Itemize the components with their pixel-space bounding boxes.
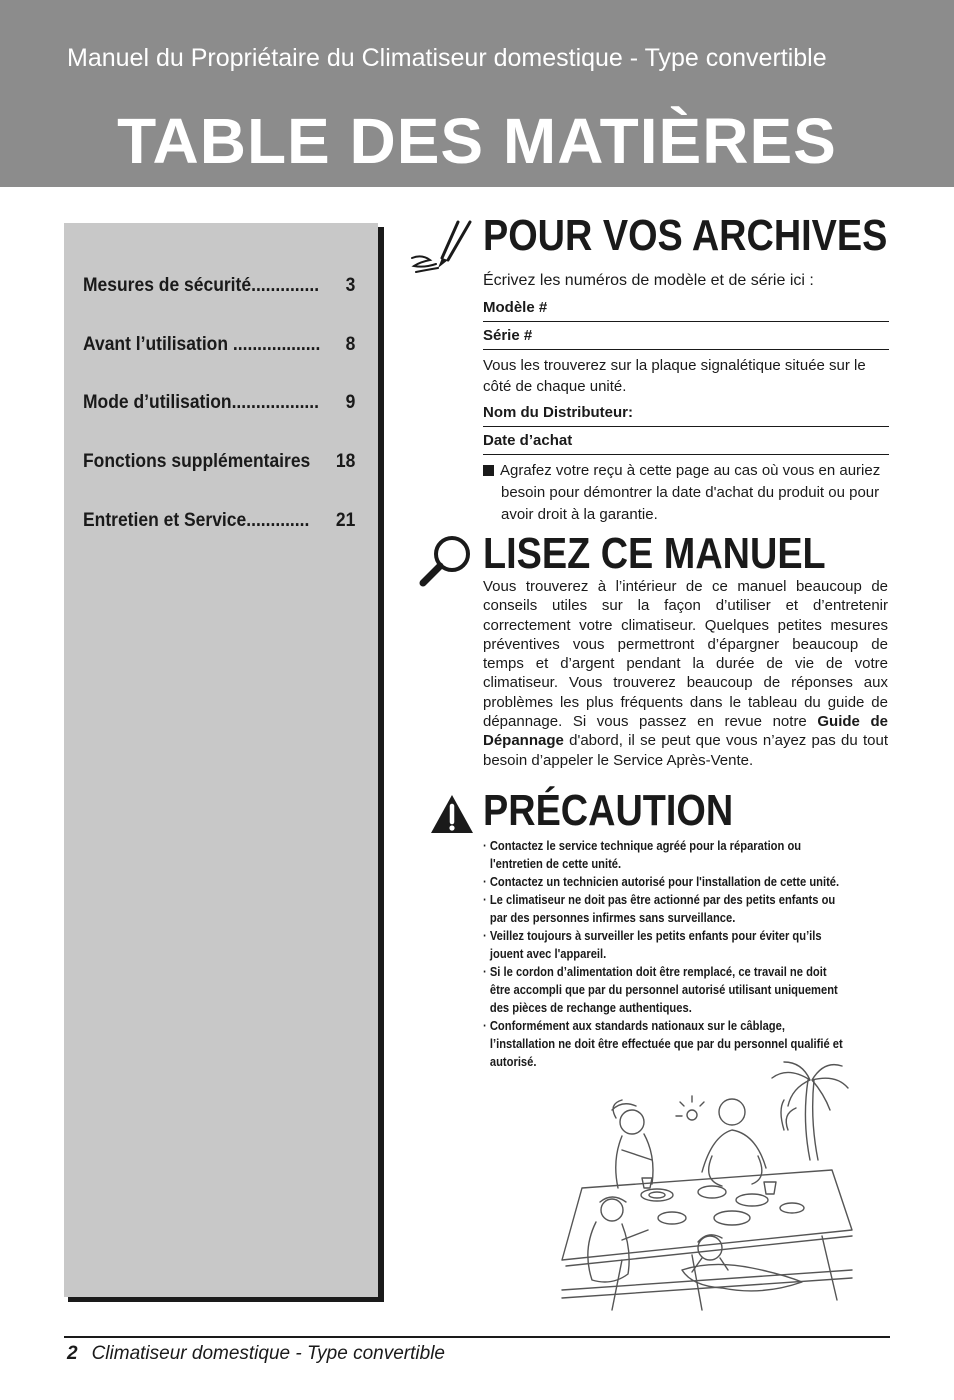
page-title: TABLE DES MATIÈRES [117, 105, 837, 177]
staple-note-text: Agrafez votre reçu à cette page au cas où vous en auriez besoin pour démontrer la date d'achat du produit ou pour avoir droit à la garantie. [500, 462, 881, 523]
precaution-list [483, 837, 844, 1071]
toc-page-number: 21 [335, 510, 356, 531]
toc-page-number: 3 [345, 275, 356, 296]
magnifier-icon [417, 533, 475, 587]
toc-item-title: Fonctions supplémentaires [83, 451, 316, 472]
precaution-text: Si le cordon d’alimentation doit être remplacé, ce travail ne doit être accompli que par du personnel autorisé utilisant uniquement des pièces de rechange authentiques. [489, 964, 838, 1015]
toc-item-operating-mode[interactable] [83, 392, 355, 414]
toc-item-maintenance[interactable] [83, 510, 355, 532]
read-manual-text-end: d'abord, il se peut que vous n’ayez pas du tout besoin d’appeler le Service Après-Vente. [483, 732, 888, 769]
read-manual-title: LISEZ CE MANUEL [483, 529, 826, 578]
toc-item-title: Avant l’utilisation [83, 334, 233, 355]
warning-triangle-icon [429, 793, 475, 835]
archives-intro: Écrivez les numéros de modèle et de série ici : [483, 272, 814, 289]
toc-leader: .................. [232, 334, 321, 355]
list-item: · Contactez le service technique agréé pour la réparation ou l'entretien de cette unité. [483, 838, 802, 871]
troubleshooting-guide-ref: Guide de Dépannage [483, 713, 888, 750]
pen-icon [408, 218, 474, 278]
precaution-text: Le climatiseur ne doit pas être actionné par des petits enfants ou par des personnes infirmes sans surveillance. [489, 892, 836, 925]
read-manual-body [483, 577, 888, 770]
archives-title: POUR VOS ARCHIVES [483, 211, 888, 260]
toc-item-title: Mode d’utilisation [83, 392, 232, 413]
precaution-text: Contactez un technicien autorisé pour l'installation de cette unité. [489, 874, 840, 889]
model-number-line[interactable] [483, 321, 889, 322]
model-number-label: Modèle # [483, 299, 548, 316]
square-bullet-icon [483, 465, 494, 476]
toc-page-number: 8 [345, 334, 356, 355]
family-picnic-illustration [552, 1060, 897, 1320]
footer-rule [64, 1336, 890, 1338]
precaution-text: Contactez le service technique agréé pour la réparation ou l'entretien de cette unité. [489, 838, 802, 871]
serial-number-line[interactable] [483, 349, 889, 350]
dealer-name-line[interactable] [483, 426, 889, 427]
toc-item-extra-functions[interactable] [83, 451, 355, 473]
toc-leader: .................. [231, 392, 320, 413]
dealer-name-label: Nom du Distributeur: [483, 404, 633, 421]
toc-item-title: Entretien et Service [83, 510, 247, 531]
manual-subtitle: Manuel du Propriétaire du Climatiseur domestique - Type convertible [67, 44, 827, 72]
page-number: 2 [67, 1343, 78, 1364]
toc-item-title: Mesures de sécurité [83, 275, 252, 296]
purchase-date-label: Date d’achat [483, 432, 573, 449]
toc-page-number: 18 [335, 451, 356, 472]
list-item: · Veillez toujours à surveiller les petits enfants pour éviter qu’ils jouent avec l'appareil. [483, 928, 822, 961]
list-item: · Si le cordon d’alimentation doit être remplacé, ce travail ne doit être accompli que par du personnel autorisé utilisant uniquement des pièces de rechange authentiques. [483, 964, 838, 1015]
list-item: · Le climatiseur ne doit pas être actionné par des petits enfants ou par des personnes infirmes sans surveillance. [483, 892, 836, 925]
list-item: · Contactez un technicien autorisé pour l'installation de cette unité. [483, 874, 840, 889]
toc-item-before-use[interactable] [83, 334, 355, 356]
toc-item-safety[interactable] [83, 275, 355, 297]
footer-text: Climatiseur domestique - Type convertible [91, 1343, 445, 1364]
page-footer [67, 1343, 445, 1365]
precaution-text: Conformément aux standards nationaux sur le câblage, l’installation ne doit être effectuée que par du personnel qualifié et autorisé. [489, 1018, 843, 1069]
staple-note [483, 460, 889, 526]
read-manual-text: Vous trouverez à l’intérieur de ce manuel beaucoup de conseils utiles sur la façon d’utiliser et d’entretenir correctement votre climatiseur. Quelques petites mesures préventives vous permettront d’épargner beaucoup de temps et d’argent pendant la durée de vie de votre climatiseur. Vous trouverez beaucoup de réponses aux problèmes les plus fréquents dans le tableau du guide de dépannage. Si vous passez en revue notre [483, 578, 888, 731]
plate-note: Vous les trouverez sur la plaque signalétique située sur le côté de chaque unité. [483, 357, 866, 395]
toc-panel [64, 223, 378, 1297]
serial-number-label: Série # [483, 327, 533, 344]
toc-leader: .............. [251, 275, 320, 296]
precaution-title: PRÉCAUTION [483, 786, 734, 835]
list-item: · Conformément aux standards nationaux sur le câblage, l’installation ne doit être effectuée que par du personnel qualifié et autorisé. [483, 1018, 843, 1069]
header-banner [0, 0, 954, 187]
toc-page-number: 9 [345, 392, 356, 413]
purchase-date-line[interactable] [483, 454, 889, 455]
toc-leader: ............. [246, 510, 310, 531]
precaution-text: Veillez toujours à surveiller les petits enfants pour éviter qu’ils jouent avec l'appareil. [489, 928, 822, 961]
